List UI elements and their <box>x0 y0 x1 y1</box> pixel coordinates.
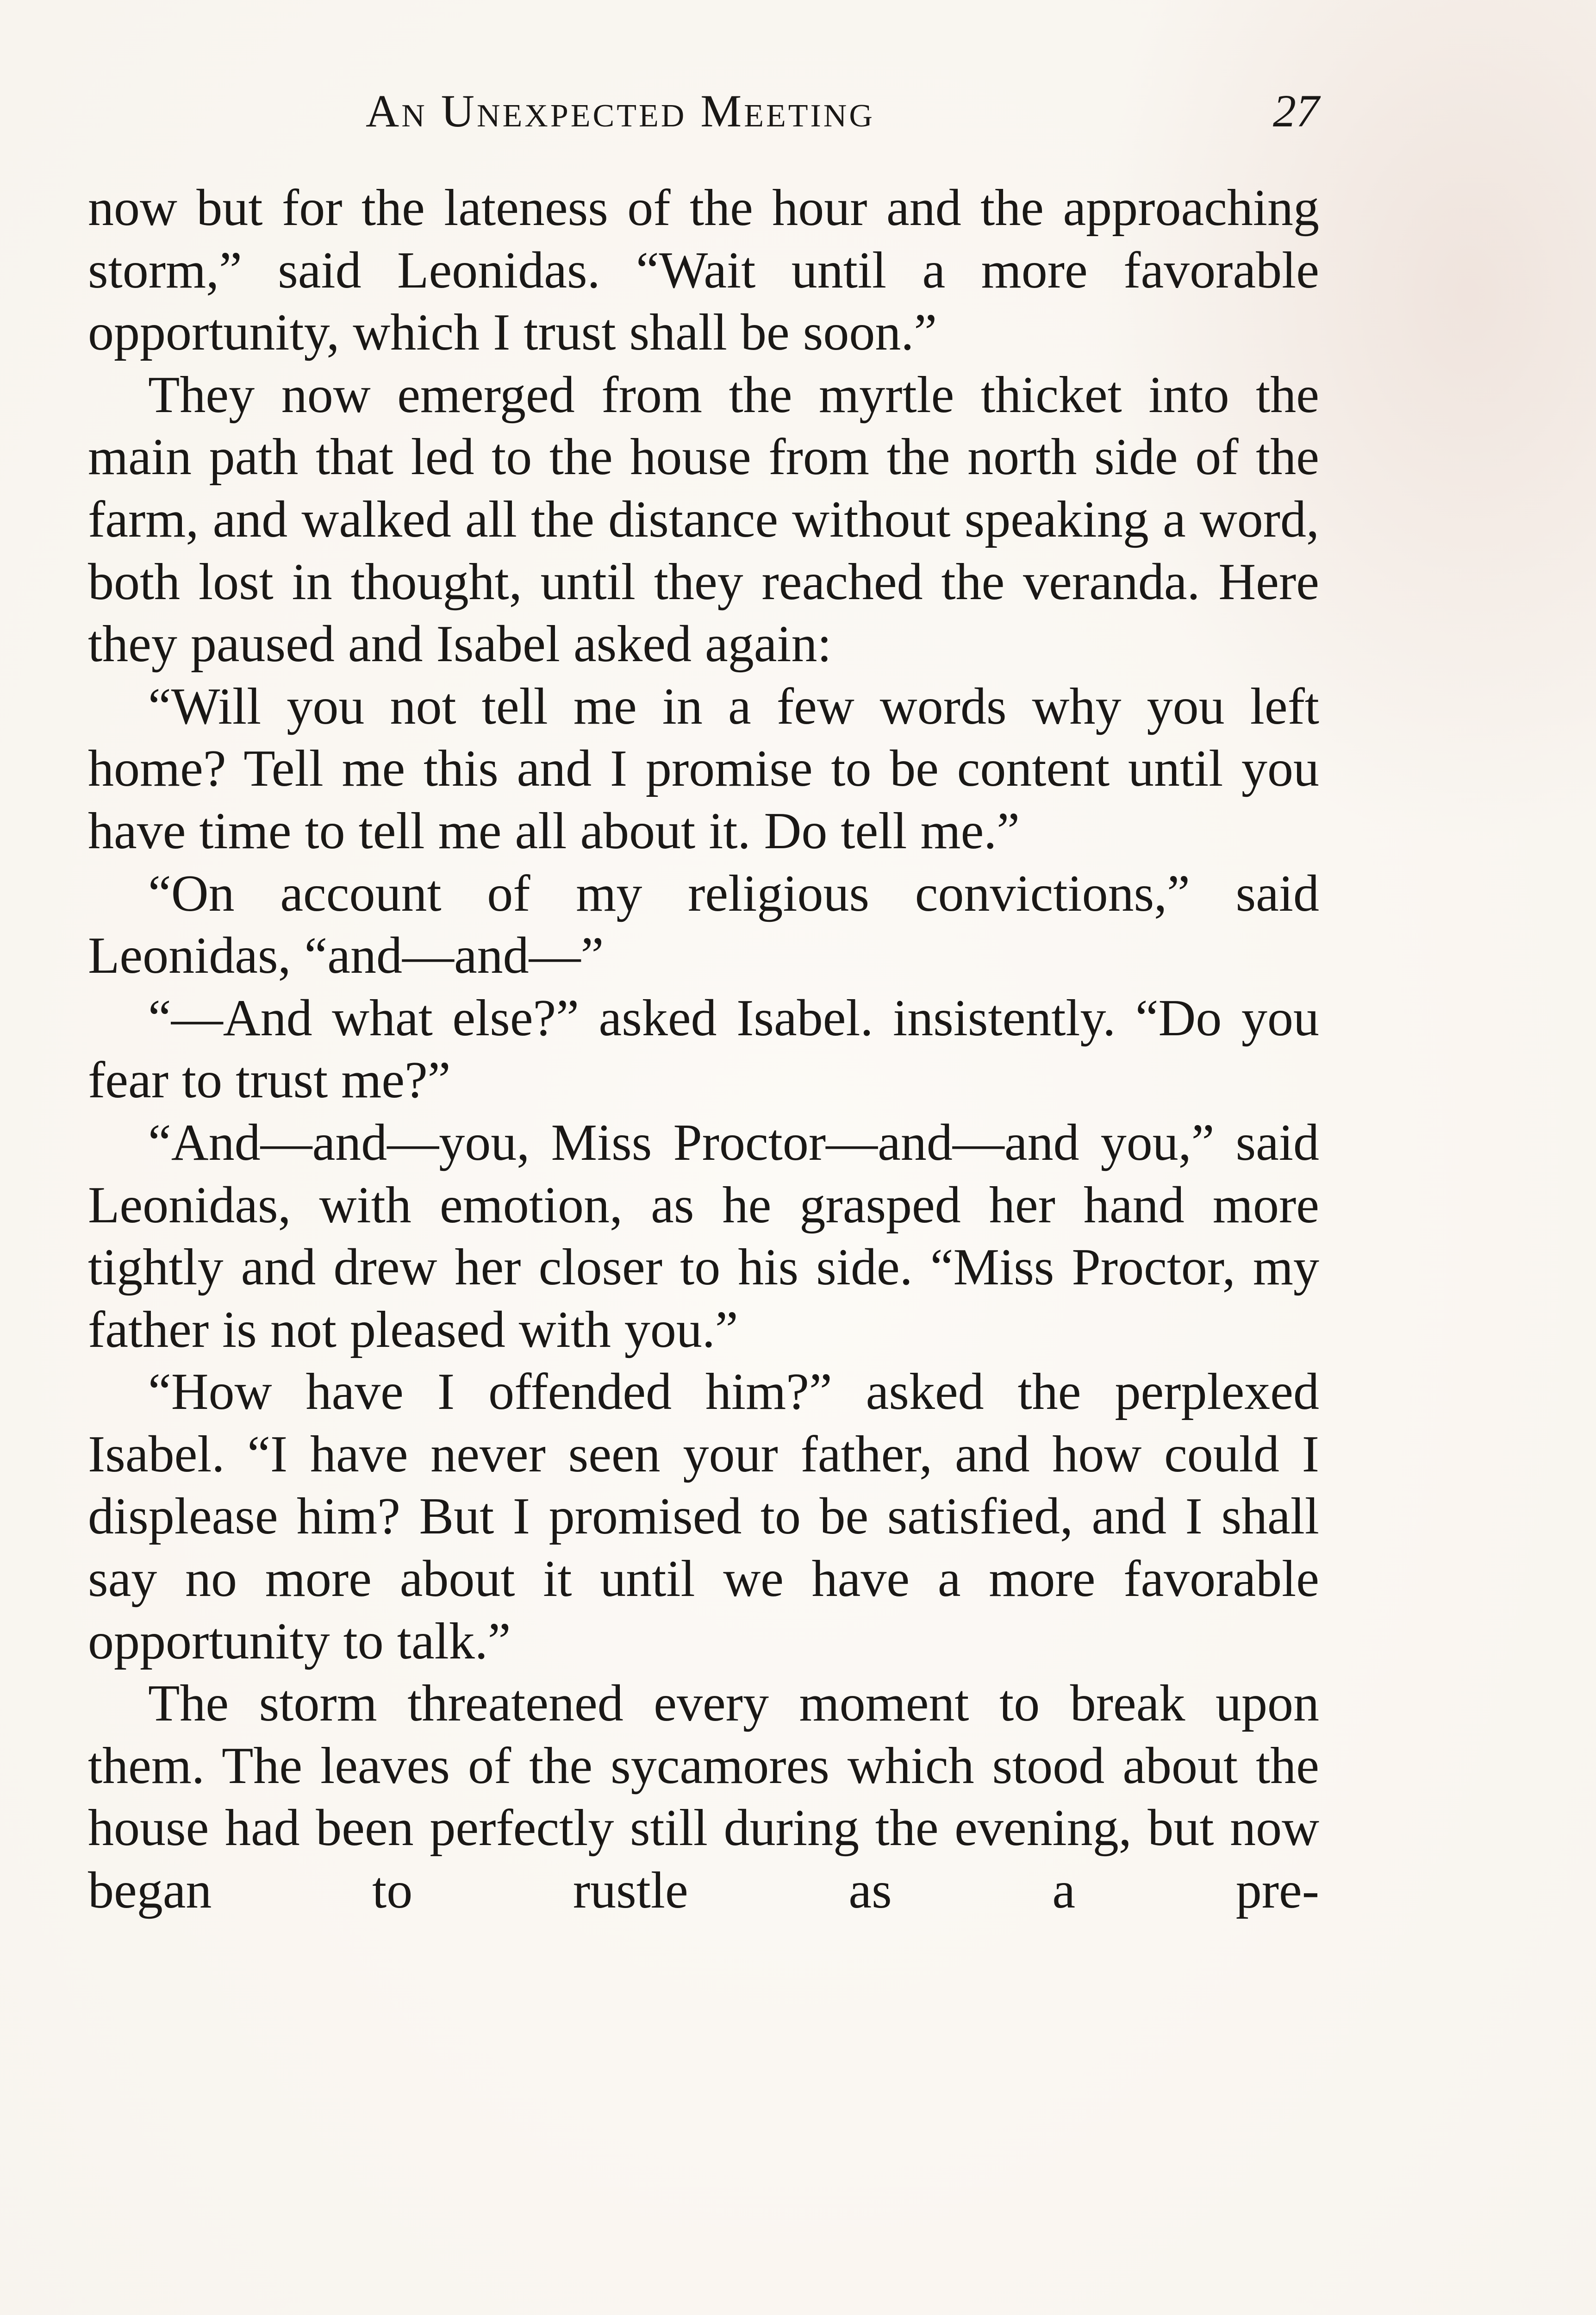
paragraph: “—And what else?” asked Isabel. insistently. “Do you fear to trust me?” <box>88 989 1319 1109</box>
paragraph-continuation: now but for the lateness of the hour and the approaching storm,” said Leonidas. “Wait until a more favorable opportunity, which I trust shall be soon.” <box>88 179 1319 362</box>
paragraph: The storm threatened every moment to break upon them. The leaves of the sycamores which stood about the house had been perfectly still during the evening, but now began to rustle as a pre- <box>88 1675 1319 1920</box>
running-title: An Unexpected Meeting <box>366 85 875 137</box>
page-header <box>88 83 1319 139</box>
paragraph: “Will you not tell me in a few words why you left home? Tell me this and I promise to be content until you have time to tell me all about it. Do tell me.” <box>88 677 1319 860</box>
paragraph: They now emerged from the myrtle thicket into the main path that led to the house from the north side of the farm, and walked all the distance without speaking a word, both lost in thought, until they reached the veranda. Here they paused and Isabel asked again: <box>88 366 1319 673</box>
paragraph: “And—and—you, Miss Proctor—and—and you,” said Leonidas, with emotion, as he grasped her hand more tightly and drew her closer to his side. “Miss Proctor, my father is not pleased with you.” <box>88 1114 1319 1358</box>
paragraph: “How have I offended him?” asked the perplexed Isabel. “I have never seen your father, and how could I displease him? But I promised to be satisfied, and I shall say no more about it until we have a more favorable opportunity to talk.” <box>88 1363 1319 1670</box>
body-text <box>88 177 1319 1922</box>
paragraph: “On account of my religious convictions,” said Leonidas, “and—and—” <box>88 864 1319 985</box>
page-number: 27 <box>1273 85 1319 137</box>
